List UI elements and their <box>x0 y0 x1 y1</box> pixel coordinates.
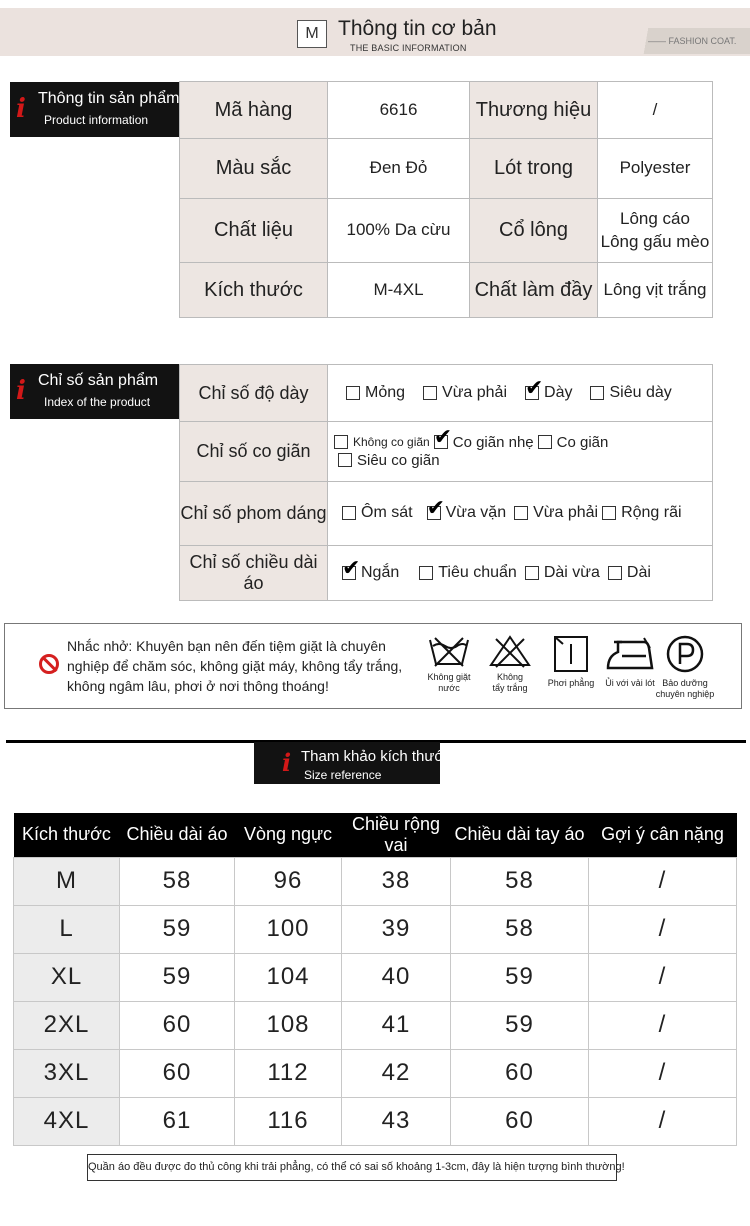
checkbox[interactable] <box>342 506 356 520</box>
size-label: 2XL <box>14 1001 120 1049</box>
index-options <box>328 422 713 482</box>
product-index-label-vi: Chỉ số sản phẩm <box>38 372 159 389</box>
size-value: 104 <box>235 953 342 1001</box>
info-label: Mã hàng <box>180 82 328 139</box>
info-label: Cổ lông <box>470 199 598 263</box>
table-row <box>14 953 737 1001</box>
size-header: Chiều dài áo <box>120 813 235 857</box>
size-value: 60 <box>120 1001 235 1049</box>
table-row <box>14 1049 737 1097</box>
checkbox[interactable] <box>525 374 544 400</box>
size-header: Vòng ngực <box>235 813 342 857</box>
checkbox[interactable] <box>338 453 352 467</box>
size-value: 61 <box>120 1097 235 1145</box>
checkmark-icon: ✔ <box>426 495 445 521</box>
checkbox[interactable] <box>433 424 453 450</box>
info-value: 6616 <box>328 82 470 139</box>
size-header: Chiều rộng vai <box>342 813 451 857</box>
care-symbol <box>653 634 717 700</box>
info-value <box>598 199 713 263</box>
checkbox[interactable] <box>419 566 433 580</box>
table-row <box>180 422 713 482</box>
checkmark-icon: ✔ <box>433 424 453 450</box>
table-row <box>180 82 713 139</box>
fashion-tag-text: —— FASHION COAT. <box>648 36 737 46</box>
table-row <box>180 482 713 546</box>
professional-clean-icon <box>663 634 707 674</box>
checkbox-option[interactable] <box>514 504 598 522</box>
size-value: 58 <box>451 857 589 905</box>
size-value: 59 <box>120 905 235 953</box>
size-label: 4XL <box>14 1097 120 1145</box>
info-icon: i <box>282 748 292 777</box>
size-value: 59 <box>120 953 235 1001</box>
size-reference-label-en: Size reference <box>304 768 382 782</box>
index-label: Chỉ số co giãn <box>180 422 328 482</box>
table-row <box>180 365 713 422</box>
size-label: M <box>14 857 120 905</box>
checkbox-option[interactable] <box>525 564 600 582</box>
size-value: 60 <box>120 1049 235 1097</box>
care-symbol <box>543 634 599 689</box>
care-symbol <box>599 634 661 689</box>
page-title: Thông tin cơ bản <box>338 17 497 40</box>
size-header: Chiều dài tay áo <box>451 813 589 857</box>
checkbox[interactable] <box>426 495 445 521</box>
product-info-label-vi: Thông tin sản phẩm <box>38 90 180 107</box>
checkbox-label: Dài <box>626 563 651 581</box>
page-subtitle: THE BASIC INFORMATION <box>350 43 467 53</box>
checkbox[interactable] <box>538 435 552 449</box>
checkbox-label: Siêu co giãn <box>357 451 440 469</box>
size-value: 60 <box>451 1097 589 1145</box>
checkbox[interactable] <box>514 506 528 520</box>
info-label: Thương hiệu <box>470 82 598 139</box>
size-value: 40 <box>342 953 451 1001</box>
info-value: Đen Đỏ <box>328 139 470 199</box>
checkbox-option[interactable] <box>419 564 517 582</box>
size-label: 3XL <box>14 1049 120 1097</box>
size-value: 59 <box>451 953 589 1001</box>
checkbox-option[interactable] <box>433 424 534 451</box>
checkbox-option[interactable] <box>602 504 681 522</box>
product-index-label-en: Index of the product <box>44 395 151 409</box>
product-index-label <box>10 364 180 419</box>
info-icon: i <box>16 94 26 124</box>
size-value: 116 <box>235 1097 342 1145</box>
line-dry-icon <box>549 634 593 674</box>
product-info-label-en: Product information <box>44 113 149 127</box>
size-reference-label <box>254 742 452 784</box>
size-value: 42 <box>342 1049 451 1097</box>
checkbox-label: Vừa phải <box>442 383 508 401</box>
size-value: / <box>589 953 737 1001</box>
checkbox-label: Vừa phải <box>533 504 599 522</box>
checkbox[interactable] <box>334 435 348 449</box>
checkbox-label: Ngắn <box>361 563 400 581</box>
checkbox[interactable] <box>346 386 360 400</box>
product-info-label <box>10 82 180 137</box>
size-label: XL <box>14 953 120 1001</box>
size-value: 60 <box>451 1049 589 1097</box>
checkbox-option[interactable] <box>338 452 440 469</box>
checkbox-option[interactable] <box>538 434 609 451</box>
checkbox-label: Tiêu chuẩn <box>438 563 517 581</box>
table-row <box>180 199 713 263</box>
checkbox[interactable] <box>602 506 616 520</box>
checkbox-label: Ôm sát <box>361 504 413 522</box>
care-caption: Ủi với vải lót <box>605 678 655 688</box>
size-value: 100 <box>235 905 342 953</box>
info-label: Chất liệu <box>180 199 328 263</box>
checkbox-option[interactable] <box>334 435 430 449</box>
checkbox[interactable] <box>608 566 622 580</box>
info-icon: i <box>16 376 26 406</box>
checkmark-icon: ✔ <box>525 374 544 400</box>
care-caption: Không tẩy trắng <box>492 672 528 693</box>
checkmark-icon: ✔ <box>342 554 361 580</box>
size-value: 96 <box>235 857 342 905</box>
care-symbol <box>425 634 473 694</box>
index-label: Chỉ số phom dáng <box>180 482 328 546</box>
info-label: Lót trong <box>470 139 598 199</box>
care-caption: Phơi phẳng <box>547 678 595 688</box>
checkbox[interactable] <box>342 554 361 580</box>
index-label: Chỉ số độ dày <box>180 365 328 422</box>
size-value: / <box>589 1049 737 1097</box>
fashion-tag <box>628 28 750 54</box>
info-value: Lông vịt trắng <box>598 263 713 318</box>
info-value: 100% Da cừu <box>328 199 470 263</box>
size-header-row <box>14 813 737 857</box>
info-value: / <box>598 82 713 139</box>
care-caption: Không giặt nước <box>427 672 471 693</box>
size-value: 41 <box>342 1001 451 1049</box>
no-bleach-icon <box>488 634 532 668</box>
info-value: M-4XL <box>328 263 470 318</box>
checkbox[interactable] <box>525 566 539 580</box>
size-value: 58 <box>451 905 589 953</box>
checkbox-option[interactable] <box>590 384 671 402</box>
care-note: Nhắc nhở: Khuyên bạn nên đến tiệm giặt là chuyên nghiệp để chăm sóc, không giặt máy, không tẩy trắng, không ngâm lâu, phơi ở nơi thông thoáng! <box>67 638 403 694</box>
size-value: 58 <box>120 857 235 905</box>
checkbox-label: Co giãn <box>556 433 609 451</box>
table-row <box>14 905 737 953</box>
size-reference-label-vi: Tham khảo kích thước <box>301 748 452 765</box>
size-value: 43 <box>342 1097 451 1145</box>
size-value: 39 <box>342 905 451 953</box>
logo-mark: M <box>297 20 327 48</box>
table-row <box>180 263 713 318</box>
table-row <box>14 857 737 905</box>
info-label: Kích thước <box>180 263 328 318</box>
care-symbol <box>485 634 535 694</box>
index-options <box>328 482 713 546</box>
care-reminder <box>4 623 742 709</box>
checkbox-label: Co giãn nhẹ <box>452 433 534 451</box>
checkbox[interactable] <box>423 386 437 400</box>
size-value: / <box>589 1001 737 1049</box>
info-value-line: Lông cáo <box>620 209 690 229</box>
iron-cloth-icon <box>604 634 656 674</box>
index-options <box>328 365 713 422</box>
checkbox-label: Mỏng <box>365 383 406 401</box>
size-value: 38 <box>342 857 451 905</box>
checkbox-label: Không co giãn <box>353 435 430 450</box>
size-header: Kích thước <box>14 813 120 857</box>
info-value-line: Lông gấu mèo <box>600 231 710 251</box>
checkbox-option[interactable] <box>423 384 507 402</box>
no-wash-icon <box>427 634 471 668</box>
checkbox[interactable] <box>590 386 604 400</box>
size-value: / <box>589 1097 737 1145</box>
table-row <box>14 1097 737 1145</box>
table-row <box>14 1001 737 1049</box>
prohibited-icon <box>39 654 59 674</box>
size-value: 59 <box>451 1001 589 1049</box>
size-header: Gợi ý cân nặng <box>589 813 737 857</box>
checkbox-option[interactable] <box>608 564 651 582</box>
checkbox-option[interactable] <box>342 504 413 522</box>
product-info-table <box>179 81 713 318</box>
size-value: / <box>589 857 737 905</box>
info-value: Polyester <box>598 139 713 199</box>
checkbox-label: Dày <box>544 383 573 401</box>
size-table <box>13 813 737 1146</box>
index-label: Chỉ số chiều dài áo <box>180 546 328 601</box>
measurement-note: Quần áo đều được đo thủ công khi trải phẳng, có thể có sai số khoảng 1-3cm, đây là hiện tượng bình thường! <box>87 1154 617 1181</box>
checkbox-label: Rộng rãi <box>621 504 682 522</box>
product-index-table <box>179 364 713 601</box>
checkbox-option[interactable] <box>342 554 400 582</box>
info-label: Màu sắc <box>180 139 328 199</box>
size-label: L <box>14 905 120 953</box>
checkbox-option[interactable] <box>346 384 405 402</box>
index-options <box>328 546 713 601</box>
table-row <box>180 546 713 601</box>
checkbox-label: Vừa vặn <box>445 504 507 522</box>
table-row <box>180 139 713 199</box>
size-value: 108 <box>235 1001 342 1049</box>
size-value: / <box>589 905 737 953</box>
checkbox-label: Siêu dày <box>609 383 672 401</box>
info-label: Chất làm đầy <box>470 263 598 318</box>
checkbox-option[interactable] <box>426 495 507 522</box>
checkbox-option[interactable] <box>525 374 573 402</box>
checkbox-label: Dài vừa <box>543 563 600 581</box>
size-value: 112 <box>235 1049 342 1097</box>
care-caption: Bảo dưỡng chuyên nghiệp <box>655 678 715 699</box>
